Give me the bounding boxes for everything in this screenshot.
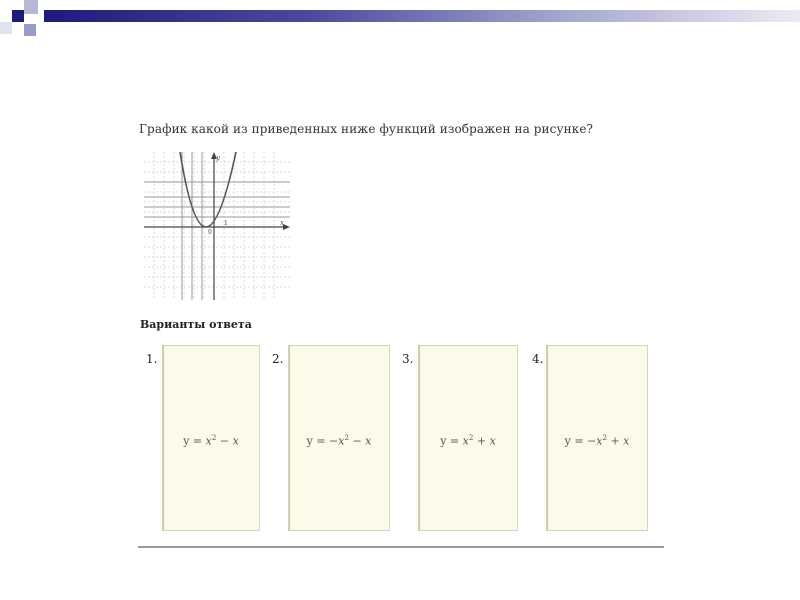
- header-square-light: [24, 0, 38, 14]
- option-2-number: 2.: [272, 352, 284, 366]
- option-2-card[interactable]: [288, 345, 390, 531]
- option-3-formula: $y = x^2 + x$: [440, 434, 496, 448]
- x-axis-label: x: [280, 219, 284, 227]
- x-axis-arrow: [283, 224, 290, 230]
- header-bar: [44, 10, 800, 22]
- option-4-card[interactable]: [546, 345, 648, 531]
- bottom-divider: [138, 546, 664, 548]
- header-square-dark: [12, 10, 24, 22]
- option-3-card[interactable]: [418, 345, 518, 531]
- header-square-pale: [0, 22, 12, 34]
- tick-label-1: 1: [224, 220, 228, 227]
- option-4-formula: $y = -x^2 + x$: [564, 434, 630, 448]
- y-axis-label: y: [216, 154, 220, 162]
- option-1-number: 1.: [146, 352, 158, 366]
- option-1-formula: $y = x^2 - x$: [183, 434, 239, 448]
- header-square-mid: [24, 24, 36, 36]
- option-3-number: 3.: [402, 352, 414, 366]
- answers-title: Варианты ответа: [140, 318, 252, 331]
- graph-solid-lines: [144, 152, 290, 300]
- option-1-card[interactable]: [162, 345, 260, 531]
- origin-label: 0: [208, 229, 212, 236]
- question-text: График какой из приведенных ниже функций изображен на рисунке?: [139, 122, 594, 136]
- option-2-formula: $y = -x^2 - x$: [306, 434, 372, 448]
- graph-grid: [144, 152, 290, 300]
- parabola-curve: [180, 152, 236, 227]
- option-4-number: 4.: [532, 352, 544, 366]
- parabola-graph: [144, 152, 290, 300]
